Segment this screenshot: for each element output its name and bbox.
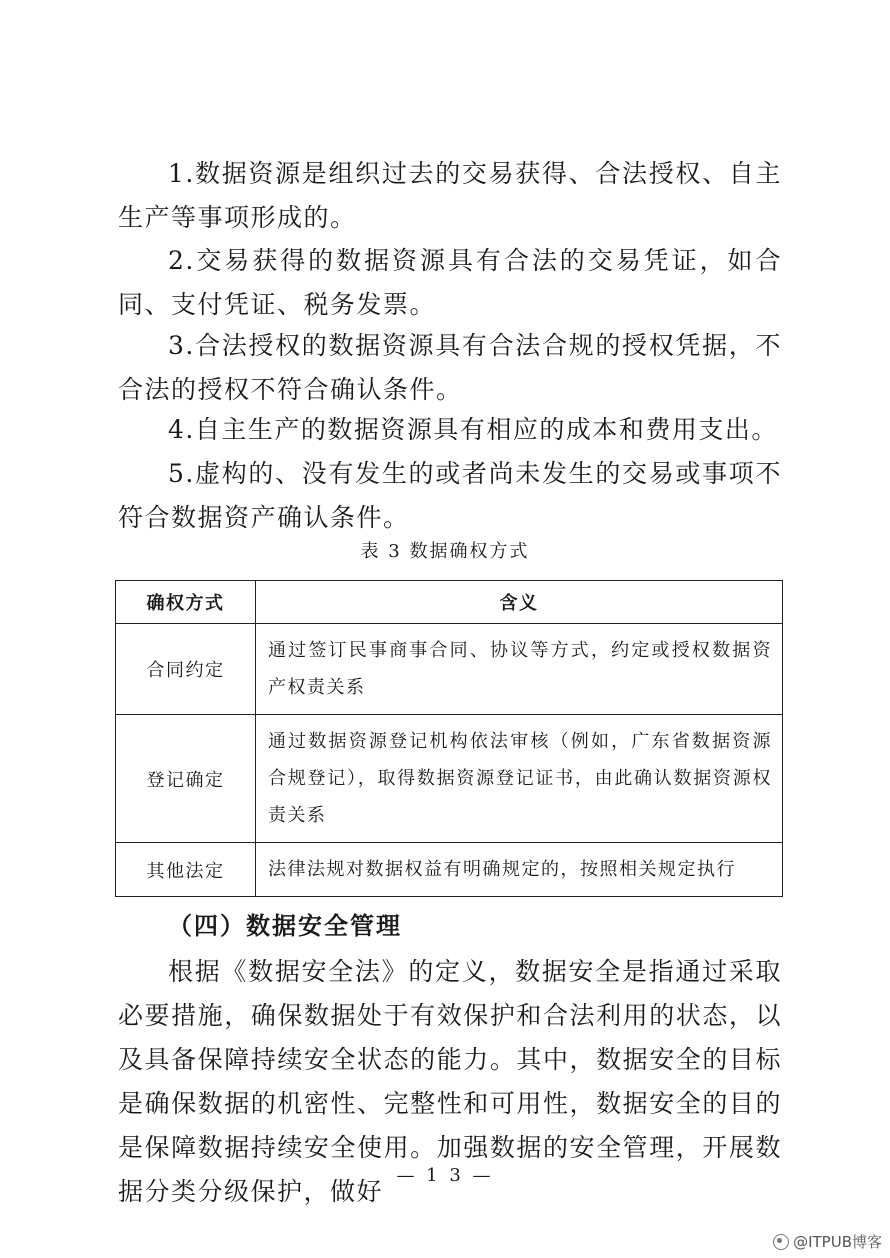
watermark [773,1231,882,1252]
meaning-cell: 通过数据资源登记机构依法审核（例如，广东省数据资源合规登记），取得数据资源登记证书，由此确认数据资源权责关系 [256,715,783,843]
table-row [116,715,783,843]
table-header-row [116,581,783,624]
section-heading: （四）数据安全管理 [168,911,402,940]
table-row [116,843,783,897]
page-number: — 1 3 — [396,1165,494,1186]
method-cell: 合同约定 [116,624,256,715]
method-cell: 其他法定 [116,843,256,897]
table-caption: 表 3 数据确权方式 [360,541,530,562]
meaning-cell: 通过签订民事商事合同、协议等方式，约定或授权数据资产权责关系 [256,624,783,715]
blog-logo-icon [773,1234,789,1250]
table-row [116,624,783,715]
rights-confirmation-table [115,580,783,897]
method-cell: 登记确定 [116,715,256,843]
watermark-text: @ITPUB博客 [793,1233,882,1251]
paragraph-1: 1.数据资源是组织过去的交易获得、合法授权、自主生产等事项形成的。 [118,159,782,232]
paragraph-5: 5.虚构的、没有发生的或者尚未发生的交易或事项不符合数据资产确认条件。 [118,459,782,532]
paragraph-2: 2.交易获得的数据资源具有合法的交易凭证，如合同、支付凭证、税务发票。 [118,246,782,319]
paragraph-4: 4.自主生产的数据资源具有相应的成本和费用支出。 [168,415,778,444]
meaning-cell: 法律法规对数据权益有明确规定的，按照相关规定执行 [256,843,783,897]
paragraph-3: 3.合法授权的数据资源具有合法合规的授权凭据，不合法的授权不符合确认条件。 [118,331,782,404]
column-header-method: 确权方式 [116,581,256,624]
column-header-meaning: 含义 [256,581,783,624]
section-body: 根据《数据安全法》的定义，数据安全是指通过采取必要措施，确保数据处于有效保护和合法利用的状态，以及具备保障持续安全状态的能力。其中，数据安全的目标是确保数据的机密性、完整性和可用性，数据安全的目的是保障数据持续安全使用。加强数据的安全管理，开展数据分类分级保护，做好 [118,957,782,1206]
